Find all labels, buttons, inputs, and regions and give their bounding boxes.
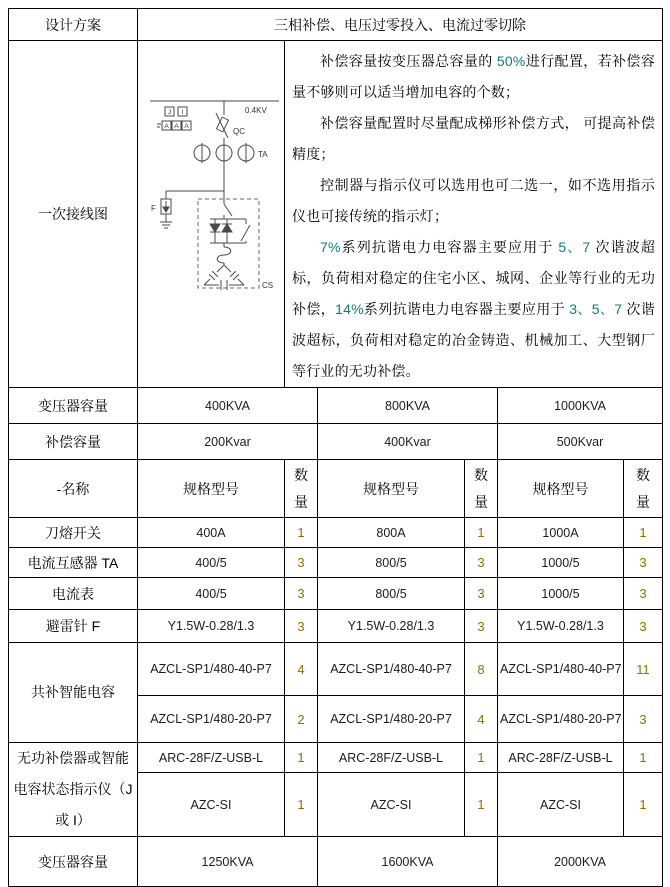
spec-cell: AZCL-SP1/480-40-P7 [318,643,465,696]
surge-arrester-icon [161,191,171,222]
qty-cell: 1 [465,518,498,548]
spec-cell: AZCL-SP1/480-20-P7 [138,696,285,743]
qty-header: 数量 [465,460,498,518]
note-paragraph: 补偿容量按变压器总容量的 50%进行配置，若补偿容量不够则可以适当增加电容的个数； [292,53,656,100]
thyristor-pair-icon [210,219,246,243]
spec-cell: AZC-SI [318,773,465,837]
wiring-diagram-label: 一次接线图 [9,41,138,388]
design-scheme-value: 三相补偿、电压过零投入、电流过零切除 [138,9,663,41]
spec-cell: ARC-28F/Z-USB-L [138,743,285,773]
footer-capacity-value: 1250KVA [138,837,318,887]
arrester-label: F [151,204,156,213]
note-paragraph: 补偿容量配置时尽量配成梯形补偿方式， 可提高补偿精度； [292,115,656,162]
spec-cell: AZC-SI [138,773,285,837]
spec-cell: 800/5 [318,548,465,578]
row-smart-capacitor-40 [9,643,663,696]
qty-cell: 3 [285,548,318,578]
item-label: 避雷针 F [9,610,138,643]
name-header: -名称 [9,460,138,518]
row-diagram [9,41,663,388]
qty-cell: 3 [285,610,318,643]
svg-text:J: J [167,109,172,116]
row-knife-fuse-switch [9,518,663,548]
qty-cell: 8 [465,643,498,696]
ta-label: TA [258,150,268,159]
qty-cell: 4 [285,643,318,696]
spec-cell: 1000/5 [498,548,624,578]
cs-label: CS [262,281,274,290]
item-label: 电流互感器 TA [9,548,138,578]
spec-cell: 400/5 [138,548,285,578]
compensation-capacity-value: 400Kvar [318,424,498,460]
svg-text:A: A [164,123,169,130]
spec-cell: Y1.5W-0.28/1.3 [138,610,285,643]
spec-cell: AZCL-SP1/480-40-P7 [498,643,624,696]
notes-cell [285,41,663,388]
footer-transformer-label: 变压器容量 [9,837,138,887]
qty-cell: 2 [285,696,318,743]
qty-cell: 1 [285,773,318,837]
svg-text:A: A [174,123,179,130]
spec-cell: Y1.5W-0.28/1.3 [318,610,465,643]
note-paragraph: 7%系列抗谐电力电容器主要应用于 5、7 次谐波超标，负荷相对稳定的住宅小区、城网、企业等行业的无功补偿，14%系列抗谐电力电容器主要应用于 3、5、7 次谐波超标，负荷相对稳定的冶金铸造、机械加工、大型钢厂等行业的无功补偿。 [292,239,656,379]
footer-capacity-value: 1600KVA [318,837,498,887]
spec-table [8,8,663,887]
row-footer-transformer-capacity [9,837,663,887]
qty-cell: 1 [624,743,663,773]
row-column-headers [9,460,663,518]
qty-cell: 3 [465,610,498,643]
svg-text:I: I [181,109,184,116]
qty-cell: 1 [465,773,498,837]
group-label-controller-indicator: 无功补偿器或智能电容状态指示仪（J 或 I） [9,743,138,837]
transformer-capacity-label: 变压器容量 [9,388,138,424]
spec-cell: AZCL-SP1/480-20-P7 [318,696,465,743]
transformer-capacity-value: 1000KVA [498,388,663,424]
busbar-voltage-label: 0.4KV [245,106,267,115]
qty-header: 数量 [285,460,318,518]
spec-cell: 800/5 [318,578,465,610]
spec-cell: AZC-SI [498,773,624,837]
ammeter-box-icon [157,121,191,130]
row-compensator-controller [9,743,663,773]
transformer-capacity-value: 400KVA [138,388,318,424]
ground-icon [160,222,172,228]
inner-switch-icon [224,204,232,216]
qty-header: 数量 [624,460,663,518]
spec-header: 规格型号 [498,460,624,518]
qty-cell: 3 [465,548,498,578]
compensation-capacity-value: 200Kvar [138,424,318,460]
compensation-capacity-label: 补偿容量 [9,424,138,460]
transformer-capacity-value: 800KVA [318,388,498,424]
spec-cell: 1000/5 [498,578,624,610]
qty-cell: 3 [465,578,498,610]
row-compensation-capacity [9,424,663,460]
row-ammeter [9,578,663,610]
row-current-transformer [9,548,663,578]
qty-cell: 11 [624,643,663,696]
compensation-capacity-value: 500Kvar [498,424,663,460]
qty-cell: 3 [624,578,663,610]
row-lightning-arrester [9,610,663,643]
qty-cell: 3 [624,610,663,643]
spec-cell: Y1.5W-0.28/1.3 [498,610,624,643]
qc-fuse-switch-icon [216,113,228,138]
qty-cell: 1 [285,518,318,548]
qty-cell: 1 [624,518,663,548]
qty-cell: 3 [624,548,663,578]
item-label: 刀熔开关 [9,518,138,548]
spec-header: 规格型号 [138,460,285,518]
controller-indicator-box-icon [165,107,187,116]
spec-cell: AZCL-SP1/480-20-P7 [498,696,624,743]
spec-cell: ARC-28F/Z-USB-L [318,743,465,773]
spec-cell: 800A [318,518,465,548]
spec-cell: AZCL-SP1/480-40-P7 [138,643,285,696]
group-label-smart-capacitor: 共补智能电容 [9,643,138,743]
qty-cell: 1 [285,743,318,773]
row-design [9,9,663,41]
spec-cell: 1000A [498,518,624,548]
delta-capacitor-icon [204,265,244,290]
footer-capacity-value: 2000KVA [498,837,663,887]
qty-cell: 1 [465,743,498,773]
row-transformer-capacity [9,388,663,424]
spec-cell: 400/5 [138,578,285,610]
bypass-contact-icon [241,219,250,243]
qty-cell: 1 [624,773,663,837]
one-line-diagram-icon [138,41,285,347]
qty-cell: 3 [285,578,318,610]
spec-cell: 400A [138,518,285,548]
wiring-diagram [138,41,285,388]
spec-cell: ARC-28F/Z-USB-L [498,743,624,773]
note-paragraph: 控制器与指示仪可以选用也可二选一，如不选用指示仪也可接传统的指示灯； [292,177,656,224]
spec-header: 规格型号 [318,460,465,518]
item-label: 电流表 [9,578,138,610]
inductor-icon [217,247,231,263]
qty-cell: 3 [624,696,663,743]
qc-label: QC [233,127,245,136]
svg-text:A: A [184,123,189,130]
design-scheme-label: 设计方案 [9,9,138,41]
qty-cell: 4 [465,696,498,743]
